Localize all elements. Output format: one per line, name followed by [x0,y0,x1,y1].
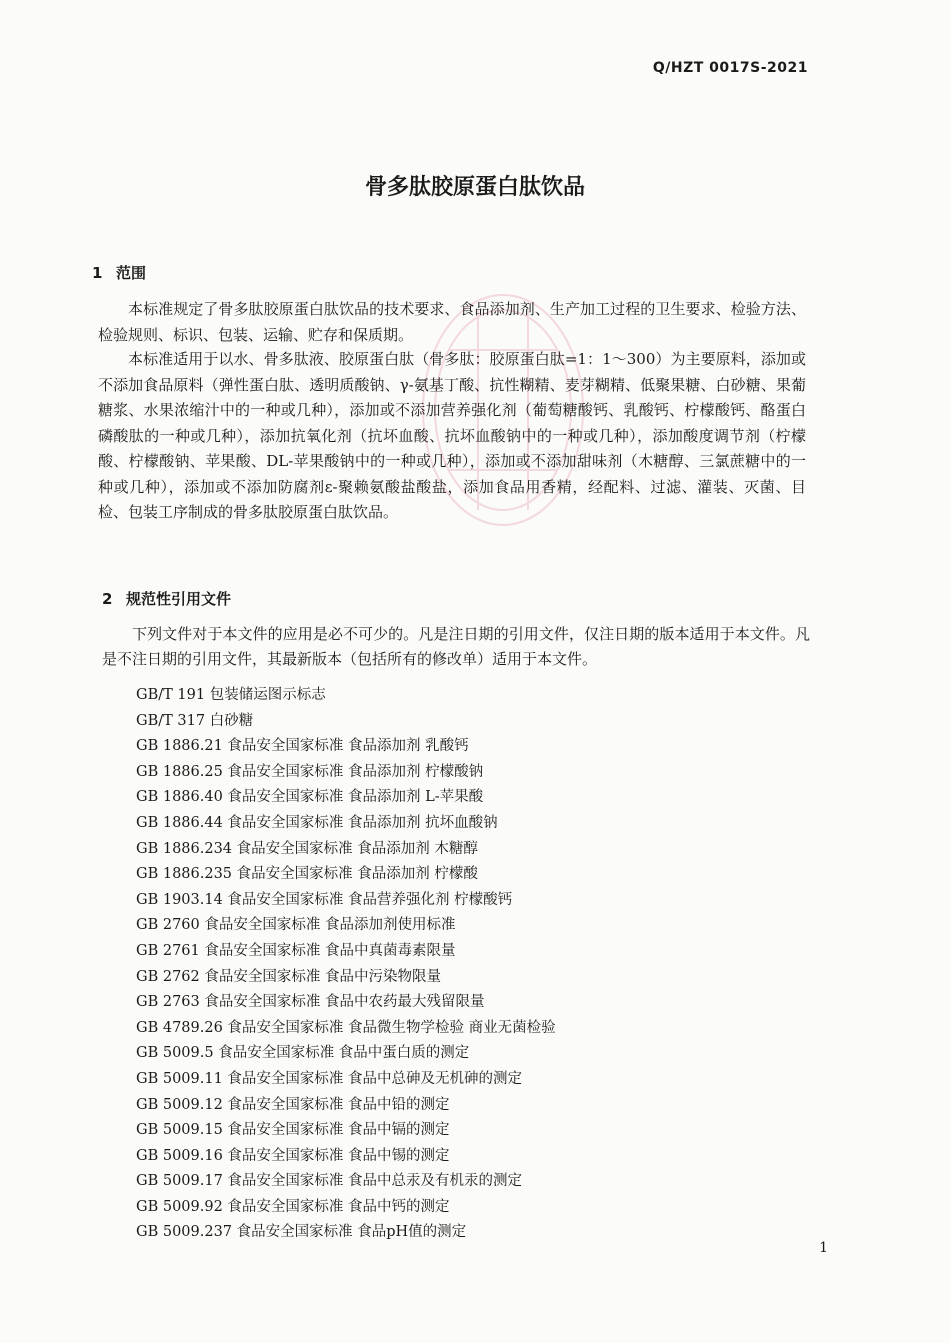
reference-item: GB 2762 食品安全国家标准 食品中污染物限量 [136,968,441,985]
document-title: 骨多肽胶原蛋白肽饮品 [364,175,585,200]
section-number: 2 [102,590,113,608]
reference-item: GB 1903.14 食品安全国家标准 食品营养强化剂 柠檬酸钙 [136,891,513,908]
section-title: 规范性引用文件 [126,590,232,608]
reference-item: GB 5009.92 食品安全国家标准 食品中钙的测定 [136,1198,450,1215]
reference-item: GB 1886.235 食品安全国家标准 食品添加剂 柠檬酸 [136,866,478,883]
reference-item: GB 1886.21 食品安全国家标准 食品添加剂 乳酸钙 [136,738,469,755]
reference-item: GB 1886.44 食品安全国家标准 食品添加剂 抗坏血酸钠 [136,814,498,831]
reference-item: GB 2763 食品安全国家标准 食品中农药最大残留限量 [136,994,485,1011]
reference-item: GB 1886.234 食品安全国家标准 食品添加剂 木糖醇 [136,840,478,857]
reference-item: GB/T 317 白砂糖 [136,712,254,729]
section-2-heading [102,588,231,609]
page-number: 1 [819,1240,828,1256]
section-2-paragraph-1: 下列文件对于本文件的应用是必不可少的。凡是注日期的引用文件，仅注日期的版本适用于本文件。凡是不注日期的引用文件，其最新版本（包括所有的修改单）适用于本文件。 [102,625,810,668]
document-code: Q/HZT 0017S-2021 [652,60,808,76]
section-1-paragraph-2: 本标准适用于以水、骨多肽液、胶原蛋白肽（骨多肽：胶原蛋白肽=1：1～300）为主要原料，添加或不添加食品原料（弹性蛋白肽、透明质酸钠、γ-氨基丁酸、抗性糊精、麦芽糊精、低聚果糖、白砂糖、果葡糖浆、水果浓缩汁中的一种或几种），添加或不添加营养强化剂（葡萄糖酸钙、乳酸钙、柠檬酸钙、酪蛋白磷酸肽的一种或几种），添加抗氧化剂（抗坏血酸、抗坏血酸钠中的一种或几种），添加酸度调节剂（柠檬酸、柠檬酸钠、苹果酸、DL-苹果酸钠中的一种或几种），添加或不添加甜味剂（木糖醇、三氯蔗糖中的一种或几种），添加或不添加防腐剂ε-聚赖氨酸盐酸盐，添加食品用香精，经配料、过滤、灌装、灭菌、目检、包装工序制成的骨多肽胶原蛋白肽饮品。 [98,350,806,521]
reference-item: GB 1886.25 食品安全国家标准 食品添加剂 柠檬酸钠 [136,763,484,780]
reference-item: GB 5009.16 食品安全国家标准 食品中锡的测定 [136,1147,450,1164]
reference-item: GB 2760 食品安全国家标准 食品添加剂使用标准 [136,917,456,934]
reference-item: GB 5009.11 食品安全国家标准 食品中总砷及无机砷的测定 [136,1070,523,1087]
reference-item: GB 5009.237 食品安全国家标准 食品pH值的测定 [136,1224,467,1241]
section-1-heading [92,262,146,283]
section-1-paragraph-1: 本标准规定了骨多肽胶原蛋白肽饮品的技术要求、食品添加剂、生产加工过程的卫生要求、检验方法、检验规则、标识、包装、运输、贮存和保质期。 [98,300,806,344]
reference-item: GB 5009.12 食品安全国家标准 食品中铅的测定 [136,1096,450,1113]
reference-item: GB 5009.5 食品安全国家标准 食品中蛋白质的测定 [136,1045,470,1062]
reference-item: GB 2761 食品安全国家标准 食品中真菌毒素限量 [136,942,456,959]
reference-item: GB 5009.17 食品安全国家标准 食品中总汞及有机汞的测定 [136,1173,523,1190]
reference-item: GB/T 191 包装储运图示标志 [136,687,326,703]
reference-item: GB 4789.26 食品安全国家标准 食品微生物学检验 商业无菌检验 [136,1019,556,1036]
reference-item: GB 5009.15 食品安全国家标准 食品中镉的测定 [136,1122,450,1139]
reference-item: GB 1886.40 食品安全国家标准 食品添加剂 L-苹果酸 [136,789,484,806]
section-number: 1 [92,264,103,282]
reference-list [136,683,776,1246]
section-title: 范围 [116,264,147,282]
